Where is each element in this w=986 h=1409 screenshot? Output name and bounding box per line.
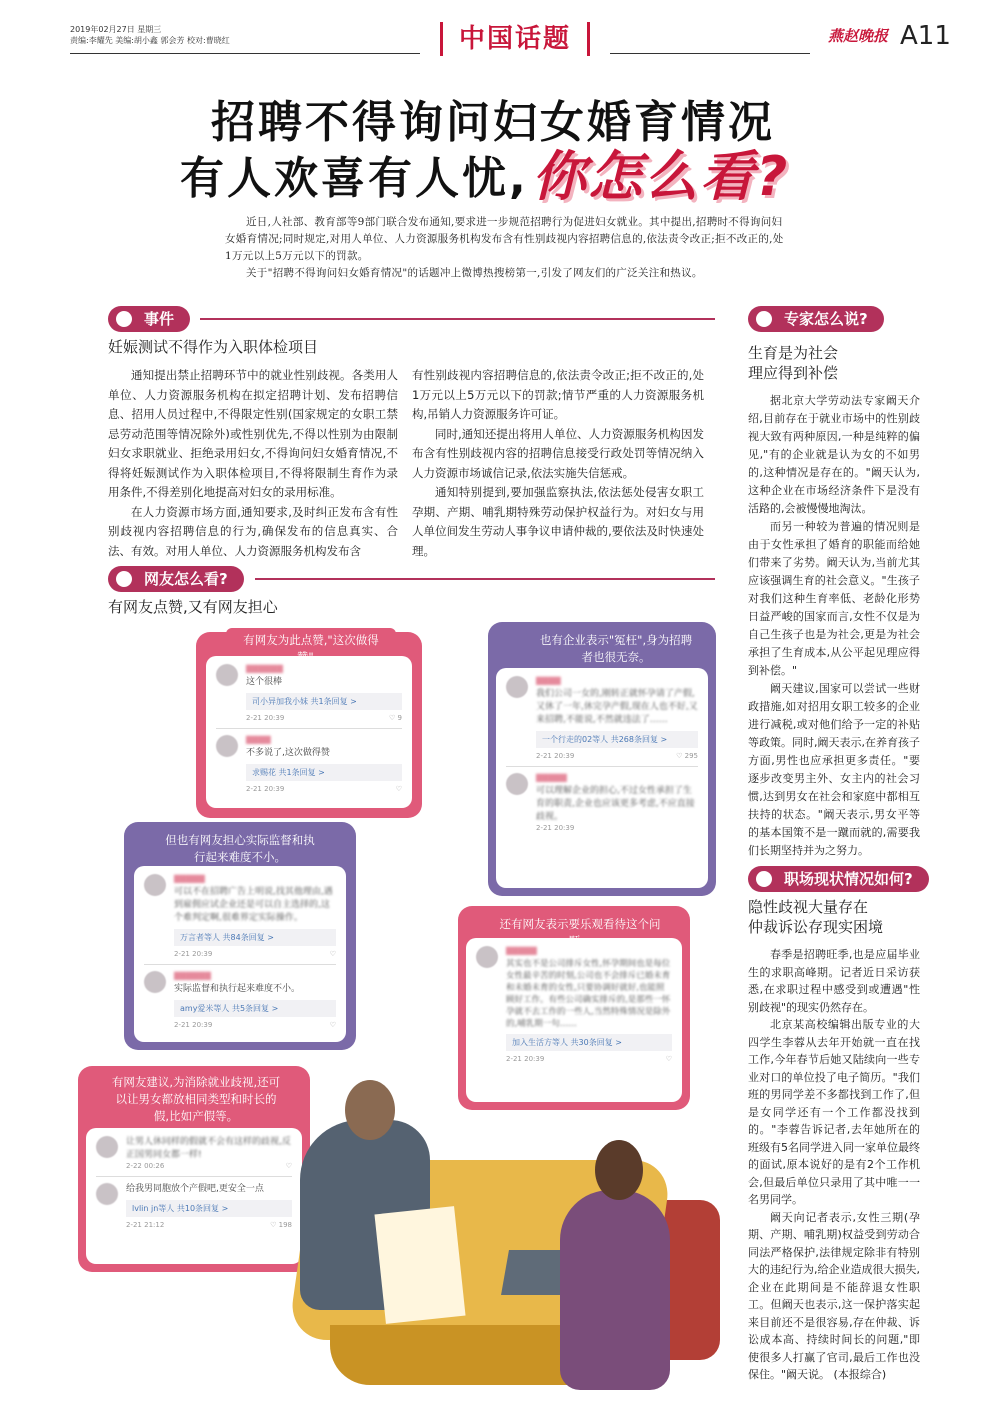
comment-card [496, 668, 708, 888]
headline-line-2: 有人欢喜有人忧, [180, 153, 529, 204]
like-icon[interactable]: ♡ 198 [270, 1221, 292, 1229]
comment [144, 971, 336, 1029]
section-title: 中国话题 [440, 22, 590, 56]
comment-meta [536, 824, 698, 832]
timestamp: 2-21 20:39 [536, 824, 575, 832]
divider [216, 728, 402, 729]
paragraph: 北京某高校编辑出版专业的大四学生李蓉从去年开始就一直在找工作,今年春节后她又陆续向一些专业对口的单位投了电子简历。"我们班的男同学差不多都找到工作了,但是女同学还有一个工作都没找到的。"李蓉告诉记者,去年她所在的班级有5名同学进入同一家单位最终的面试,原本说好的是有2个工作机会,但最后单位只录用了其中唯一一名男同学。 [748, 1018, 920, 1206]
comment [216, 664, 402, 722]
avatar [216, 735, 238, 757]
comment-text: 给我男同胞放个产假吧,更安全一点 [126, 1184, 264, 1194]
comment-card [86, 1128, 302, 1264]
page-number: A11 [900, 21, 951, 51]
netizens-subhead: 有网友点赞,又有网友担心 [108, 598, 278, 616]
expert-subhead-1: 生育是为社会 [748, 344, 839, 362]
paragraph: 据北京大学劳动法专家阚天介绍,目前存在于就业市场中的性别歧视大致有两种原因,一种是纯粹的偏见,"有的企业就是认为女的不如男的,这种情况是存在的。"阚天认为,这种企业在市场经济条件下是没有活路的,会被慢慢地淘汰。 [748, 394, 920, 515]
paragraph: 通知提出禁止招聘环节中的就业性别歧视。各类用人单位、人力资源服务机构在拟定招聘计划、发布招聘信息、招用人员过程中,不得限定性别(国家规定的女职工禁忌劳动范围等情况除外)或性别优先,不得以性别为由限制妇女求职就业、拒绝录用妇女,不得询问妇女婚育情况,不得将妊娠测试作为入职体检项目,不得将限制生育作为录用条件,不得差别化地提高对妇女的录用标准。 [108, 368, 398, 499]
section-pill-expert [748, 306, 884, 332]
comment-text: 我们公司一女的,刚转正就怀孕请了产假,又休了一年,休完孕产假,现在人也不好,又来招聘,不能说,不然就违法了…… [536, 689, 698, 725]
timestamp: 2-21 20:39 [174, 950, 213, 958]
masthead-staff: 责编:李耀先 美编:胡小鑫 郭会芳 校对:曹晓红 [70, 36, 230, 45]
event-column-2 [412, 366, 704, 561]
reply-link[interactable]: 加入生活方等人 共30条回复 > [506, 1034, 672, 1051]
expert-subhead-2: 理应得到补偿 [748, 364, 839, 382]
avatar [506, 676, 528, 698]
comment-text: 实际监督和执行起来难度不小。 [174, 984, 301, 994]
pill-label: 事件 [144, 310, 175, 328]
comment-card [134, 866, 346, 1042]
documents-illustration [374, 1206, 465, 1324]
comment [476, 946, 672, 1063]
reply-link[interactable]: lvlin jn等人 共10条回复 > [126, 1200, 292, 1217]
masthead-rule-right [610, 53, 810, 54]
lead-p1: 近日,人社部、教育部等9部门联合发布通知,要求进一步规范招聘行为促进妇女就业。其中提出,招聘时不得询问妇女婚育情况;同时规定,对用人单位、人力资源服务机构发布含有性别歧视内容招聘信息的,依法责令改正;拒不改正的,处1万元以上5万元以下的罚款。 [225, 216, 784, 262]
username: ▇▇▇▇▇ [174, 874, 205, 883]
like-count: 198 [278, 1221, 292, 1229]
event-subhead: 妊娠测试不得作为入职体检项目 [108, 338, 319, 356]
brand-logo: 燕赵晚报 [828, 27, 889, 45]
username: ▇▇▇▇▇▇ [246, 664, 283, 673]
laptop-illustration [501, 1250, 569, 1295]
comment-meta [174, 950, 336, 958]
comment-text: 可以理解企业的担心,不过女性承担了生育的职责,企业也应该更多考虑,不应直接歧视。 [536, 786, 695, 822]
section-pill-event [108, 306, 190, 332]
comment [96, 1136, 292, 1170]
like-icon[interactable]: ♡ [395, 785, 402, 793]
like-count: 9 [397, 714, 402, 722]
divider [96, 1176, 292, 1177]
like-icon[interactable]: ♡ [665, 1055, 672, 1063]
section-rule [255, 578, 715, 580]
timestamp: 2-21 20:39 [246, 785, 285, 793]
reply-link[interactable]: amy爱米等人 共5条回复 > [174, 1000, 336, 1017]
paragraph: 阚天建议,国家可以尝试一些财政措施,如对招用女职工较多的企业进行减税,或对他们给予一定的补贴等政策。同时,阚天表示,在养育孩子方面,男性也应承担更多责任。"要逐步改变男主外、女主内的社会习惯,达到男女在社会和家庭中都相互扶持的状态。"阚天表示,男女平等的基本国策不是一蹴而就的,需要我们长期坚持并为之努力。 [748, 682, 920, 857]
pill-dot-icon [116, 311, 132, 327]
avatar [96, 1136, 118, 1158]
paragraph: 通知特别提到,要加强监察执法,依法惩处侵害女职工孕期、产期、哺乳期特殊劳动保护权益行为。对妇女与用人单位间发生劳动人事争议申请仲裁的,要依法及时快速处理。 [412, 485, 704, 558]
like-icon[interactable]: ♡ [329, 1021, 336, 1029]
comment-meta [126, 1162, 292, 1170]
paragraph: 有性别歧视内容招聘信息的,依法责令改正;拒不改正的,处1万元以上5万元以下的罚款;情节严重的人力资源服务机构,吊销人力资源服务许可证。 [412, 368, 704, 421]
comment-meta [174, 1021, 336, 1029]
masthead-rule [70, 53, 420, 54]
reply-link[interactable]: 求赐花 共1条回复 > [246, 764, 402, 781]
lead-p2: 关于"招聘不得询问妇女婚育情况"的话题冲上微博热搜榜第一,引发了网友们的广泛关注和热议。 [246, 267, 703, 279]
comment [506, 773, 698, 832]
comment [144, 874, 336, 958]
event-column-1 [108, 366, 398, 561]
pill-label: 专家怎么说? [784, 310, 868, 328]
username: ▇▇▇▇▇▇ [174, 971, 211, 980]
workplace-subhead-2: 仲裁诉讼存现实困境 [748, 918, 884, 936]
divider [144, 964, 336, 965]
divider [506, 766, 698, 767]
timestamp: 2-21 20:39 [536, 752, 575, 760]
masthead-meta [70, 24, 400, 46]
pill-dot-icon [116, 571, 132, 587]
reply-link[interactable]: 万言者等人 共84条回复 > [174, 929, 336, 946]
timestamp: 2-21 20:39 [246, 714, 285, 722]
reply-link[interactable]: 司小异加我小妹 共1条回复 > [246, 693, 402, 710]
headline-question: 你怎么看? [532, 145, 790, 208]
paragraph: 而另一种较为普遍的情况则是由于女性承担了婚育的职能而给她们带来了劣势。阚天认为,当前尤其应该强调生育的社会意义。"生孩子对我们这种生育率低、老龄化形势日益严峻的国家而言,女性不仅是为自己生孩子也是为社会,更是为社会承担了生育成本,从公平起见理应得到补偿。" [748, 520, 920, 677]
pill-label: 职场现状情况如何? [784, 870, 913, 888]
like-icon[interactable]: ♡ 295 [676, 752, 698, 760]
paragraph: 阚天向记者表示,女性三期(孕期、产期、哺乳期)权益受到劳动合同法严格保护,法律规定除非有特别大的违纪行为,给企业造成很大损失,企业在此期间是不能辞退女性职工。但阚天也表示,这一保护落实起来目前还不是很容易,存在仲裁、诉讼成本高、持续时间长的问题,"即使很多人打赢了官司,最后工作也没保住。"阚天说。 (本报综合) [748, 1210, 920, 1381]
comment-meta [506, 1055, 672, 1063]
username: ▇▇▇▇▇ [506, 946, 537, 955]
pill-dot-icon [756, 311, 772, 327]
avatar [96, 1183, 118, 1205]
interviewer-head-illustration [345, 1080, 395, 1140]
headline-line-1: 招聘不得询问妇女婚育情况 [211, 97, 775, 148]
lead-paragraph [225, 214, 785, 282]
comment-meta [246, 714, 402, 722]
username: ▇▇▇▇ [536, 676, 561, 685]
comment-text: 其实也不是公司排斥女性,怀孕期间也是每位女性最辛苦的时刻,公司也不会排斥已婚未育和未婚未育的女性,只要协调好就好,也能照顾好工作。有些公司确实排斥的,是那些一怀孕就不去工作的一些人,当然特殊情况是除外的,哺乳期一句…… [506, 959, 671, 1029]
panel-label: 也有企业表示"冤枉",身为招聘者也很无奈。 [526, 628, 706, 670]
masthead-date: 2019年02月27日 星期三 [70, 25, 162, 34]
panel-label: 还有网友表示要乐观看待这个问 [480, 912, 680, 954]
section-pill-netizens [108, 566, 244, 592]
applicant-illustration [560, 1190, 670, 1390]
comment [506, 676, 698, 760]
comment-meta [536, 752, 698, 760]
workplace-column [748, 946, 920, 1384]
avatar [506, 773, 528, 795]
panel-label: 有网友建议,为消除就业歧视,还可以让男女都放相同类型和时长的假,比如产假等。 [96, 1070, 296, 1129]
paragraph: 同时,通知还提出将用人单位、人力资源服务机构因发布含有性别歧视内容的招聘信息接受行政处罚等情况纳入人力资源市场诚信记录,依法实施失信惩戒。 [412, 426, 704, 480]
panel-label: 但也有网友担心实际监督和执行起来难度不小。 [150, 828, 330, 870]
comment-text: 不多说了,这次做得赞 [246, 748, 330, 758]
section-rule [200, 318, 715, 320]
workplace-subhead-1: 隐性歧视大量存在 [748, 898, 869, 916]
like-icon[interactable]: ♡ [329, 950, 336, 958]
panel-label: 有网友为此点赞,"这次做得 [226, 628, 396, 670]
like-icon[interactable]: ♡ [285, 1162, 292, 1170]
comment-text: 可以不在招聘广告上明说,找其他理由,遇到雇佣应试企业还是可以自主选择的,这个难判定啊,很难界定实际操作。 [174, 887, 333, 923]
timestamp: 2-22 00:26 [126, 1162, 165, 1170]
comment-card [206, 656, 412, 808]
paragraph: 在人力资源市场方面,通知要求,及时纠正发布含有性别歧视内容招聘信息的行为,确保发布的信息真实、合法、有效。对用人单位、人力资源服务机构发布含 [108, 504, 398, 558]
timestamp: 2-21 20:39 [506, 1055, 545, 1063]
paragraph: 春季是招聘旺季,也是应届毕业生的求职高峰期。记者近日采访获悉,在求职过程中感受到或遭遇"性别歧视"的现实仍然存在。 [748, 948, 920, 1014]
avatar [144, 874, 166, 896]
avatar [144, 971, 166, 993]
comment-meta [126, 1221, 292, 1229]
timestamp: 2-21 20:39 [174, 1021, 213, 1029]
comment [96, 1183, 292, 1229]
applicant-head-illustration [595, 1140, 643, 1200]
comment-text: 让男人休同样的假就不会有这样的歧视,反正国男同女都一样! [126, 1137, 291, 1160]
comment-meta [246, 785, 402, 793]
username: ▇▇▇▇ [246, 735, 271, 744]
like-count: 295 [684, 752, 698, 760]
comment-card [466, 938, 682, 1102]
pill-label: 网友怎么看? [144, 570, 228, 588]
comment-text: 这个很棒 [246, 677, 283, 687]
avatar [216, 664, 238, 686]
reply-link[interactable]: 一个行走的02等人 共268条回复 > [536, 731, 698, 748]
avatar [476, 946, 498, 968]
username: ▇▇▇▇▇ [536, 773, 567, 782]
pill-dot-icon [756, 871, 772, 887]
comment [216, 735, 402, 793]
expert-column [748, 392, 920, 860]
section-pill-workplace [748, 866, 929, 892]
timestamp: 2-21 21:12 [126, 1221, 165, 1229]
like-icon[interactable]: ♡ 9 [389, 714, 402, 722]
